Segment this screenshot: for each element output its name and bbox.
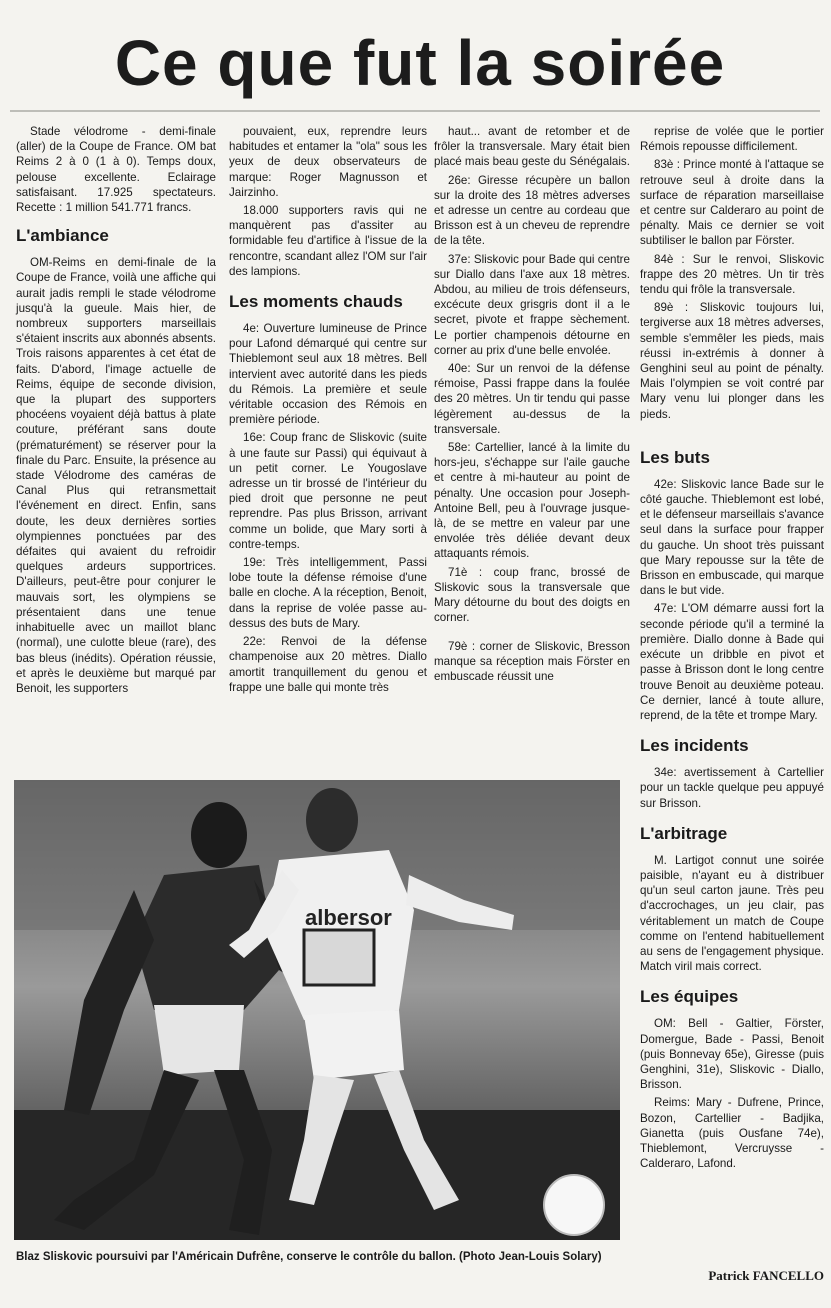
column-2 (229, 124, 427, 698)
column-1 (16, 124, 216, 699)
article-paragraph: 22e: Renvoi de la défense champenoise aux 20 mètres. Diallo amortit tranquillement du genou et frappe une balle qui monte très (229, 635, 427, 694)
article-paragraph: 89è : Sliskovic toujours lui, tergiverse aux 18 mètres adverses, semble s'emmêler les pieds, mais réussi in-extrémis à donner à Genghini seul au point de pénalty. Mais l'olympien se voit contré par Mary venu lui plonger dans les pieds. (640, 301, 824, 421)
section-heading: Les buts (640, 447, 710, 467)
section-heading: Les équipes (640, 987, 739, 1007)
author-signature: Patrick FANCELLO (708, 1268, 824, 1283)
section-heading: L'ambiance (16, 226, 109, 246)
match-photo (14, 780, 620, 1240)
article-paragraph: 18.000 supporters ravis qui ne manquèrent pas d'assiter au formidable feu d'artifice à l'issue de la rencontre, scandant allez l'OM sur l'air des lampions. (229, 204, 427, 278)
article-paragraph: Stade vélodrome - demi-finale (aller) de la Coupe de France. OM bat Reims 2 à 0 (1 à 0). Temps doux, pelouse excellente. Eclairage satisfaisant. 17.925 spectateurs. Recette : 1 million 541.771 francs. (16, 125, 216, 215)
article-paragraph: 4e: Ouverture lumineuse de Prince pour Lafond démarqué qui centre sur Thieblemont seul aux 18 mètres. Bell intervient avec autorité dans les pieds du Rémois. La première et seule véritable occasion des Rémois en première période. (229, 322, 427, 427)
article-paragraph: 47e: L'OM démarre aussi fort la seconde période qu'il a terminé la première. Diallo donne à Bade qui exécute un dribble en pivot et passe à Brisson dont le long centre trouve Benoit au deuxième poteau. Ce dernier, lancé à toute allure, reprend, de la tête et trompe Mary. (640, 602, 824, 722)
article-paragraph: 26e: Giresse récupère un ballon sur la droite des 18 mètres adverses et adresse un centre au cordeau que Brisson est à un cheveu de reprendre de la tête. (434, 173, 630, 248)
football-players-photo (14, 780, 620, 1240)
column-4 (640, 124, 824, 1174)
article-paragraph: M. Lartigot connut une soirée paisible, n'ayant eu à distribuer qu'un seul carton jaune. Très peu d'accrochages, un jeu clair, pas véritablement un match de Coupe comme on l'entend habituellement au sens de l'engagement physique. Match viril mais correct. (640, 853, 824, 974)
article-paragraph: 34e: avertissement à Cartellier pour un tackle quelque peu appuyé sur Brisson. (640, 766, 824, 810)
jersey-sponsor-text: albersor (305, 905, 392, 930)
column-3 (434, 124, 630, 687)
section-heading: Les moments chauds (229, 292, 403, 312)
article-paragraph: 40e: Sur un renvoi de la défense rémoise, Passi frappe dans la foulée des 20 mètres. Un tir tendu qui passe légèrement au-dessus de la transversale. (434, 362, 630, 436)
article-paragraph: 19e: Très intelligemment, Passi lobe toute la défense rémoise d'une balle en cloche. A la réception, Benoit, dans la reprise de volée passe au-dessus des buts de Mary. (229, 556, 427, 630)
article-paragraph: reprise de volée que le portier Rémois repousse difficilement. (640, 125, 824, 154)
article-paragraph: 71è : coup franc, brossé de Sliskovic sous la transversale que Mary détourne du bout des doigts en corner. (434, 565, 630, 625)
section-heading: L'arbitrage (640, 823, 728, 843)
article-paragraph: 42e: Sliskovic lance Bade sur le côté gauche. Thieblemont est lobé, et le défenseur marseillais s'avance seul dans la surface pour frapper du gauche. Un shoot très puissant que Mary repousse sur la tête de Brisson en embuscade, qui marque dans le but vide. (640, 477, 824, 598)
article-paragraph: pouvaient, eux, reprendre leurs habitudes et entamer la "ola" sous les yeux de deux observateurs de marque: Roger Magnusson et Jairzinho. (229, 125, 427, 199)
paragraph-spacer (434, 629, 630, 639)
photo-caption: Blaz Sliskovic poursuivi par l'Américain Dufrêne, conserve le contrôle du ballon. (Photo Jean-Louis Solary) (16, 1251, 602, 1263)
article-paragraph: 58e: Cartellier, lancé à la limite du hors-jeu, s'échappe sur l'aile gauche et centre à mi-hauteur au point de pénalty. Une occasion pour Joseph-Antoine Bell, peu à l'ouvrage jusque-là, de se mettre en valeur par une envolée très déliée devant deux attaquants rémois. (434, 441, 630, 561)
title-divider (10, 110, 820, 112)
article-paragraph: 84è : Sur le renvoi, Sliskovic frappe des 20 mètres. Un tir très tendu qui frôle la transversale. (640, 252, 824, 297)
article-paragraph: OM-Reims en demi-finale de la Coupe de France, voilà une affiche qui aurait jadis rempli le stade vélodrome jusqu'à la gueule. Mais hier, de nombreux supporters marseillais s'étaient inscrits aux abonnés absents. Trois raisons apparentes à cet état de faits. D'abord, l'image actuelle de Reims, équipe de seconde division, que la plupart des supporters phocéens voyaient déjà battus à plate couture, préférant sans doute (prématurément) se réserver pour la finale du Parc. Ensuite, la présence au stade Vélodrome des caméras de Canal Plus qui retransmettait l'événement en direct. Enfin, sans doute, les deux dernières sorties olympiennes ponctuées par des défaites qui avaient du refroidir quelques ardeurs supportrices. D'ailleurs, peut-être pour conjurer le mauvais sort, les olympiens se présentaient dans une tenue inhabituelle avec un maillot blanc (normal), une culotte bleue (rare), des bas bleus (inédits). Opération réussie, et après le deuxième but marqué par Benoit, les supporters (16, 256, 216, 695)
article-paragraph: OM: Bell - Galtier, Förster, Domergue, Bade - Passi, Benoit (puis Bonnevay 65e), Giresse (puis Genghini, 31e), Sliskovic - Diallo, Brisson. (640, 1017, 824, 1092)
section-heading: Les incidents (640, 736, 749, 756)
article-paragraph: 79è : corner de Sliskovic, Bresson manque sa réception mais Förster en embuscade réussit une (434, 639, 630, 683)
article-paragraph: 16e: Coup franc de Sliskovic (suite à une faute sur Passi) qui équivaut à un petit corner. Le Yougoslave adresse un tir brossé de l'intérieur du pied droit que personne ne peut reprendre. Pas plus Brisson, arrivant comme un bolide, que Mary sorti à contre-temps. (229, 431, 427, 551)
page-title: Ce que fut la soirée (114, 27, 726, 99)
article-paragraph: Reims: Mary - Dufrene, Prince, Bozon, Cartellier - Badjika, Gianetta (puis Ousfane 74e), Thieblemont, Vercruysse - Calderaro, Lafond. (640, 1096, 824, 1171)
article-paragraph: haut... avant de retomber et de frôler la transversale. Mary était bien placé mais beau geste du Sénégalais. (434, 125, 630, 169)
article-paragraph: 83è : Prince monté à l'attaque se retrouve seul à droite dans la surface de réparation marseillaise et centre sur Calderaro au point de pénalty. Mais ce dernier se voit subtiliser le ballon par Förster. (640, 158, 824, 248)
paragraph-spacer (640, 425, 824, 435)
article-paragraph: 37e: Sliskovic pour Bade qui centre sur Diallo dans l'axe aux 18 mètres. Abdou, au milieu de trois défenseurs, excécute deux grisgris dont il a le secret, pivote et frappe sèchement. Le portier champenois détourne en corner au prix d'une belle envolée. (434, 252, 630, 357)
